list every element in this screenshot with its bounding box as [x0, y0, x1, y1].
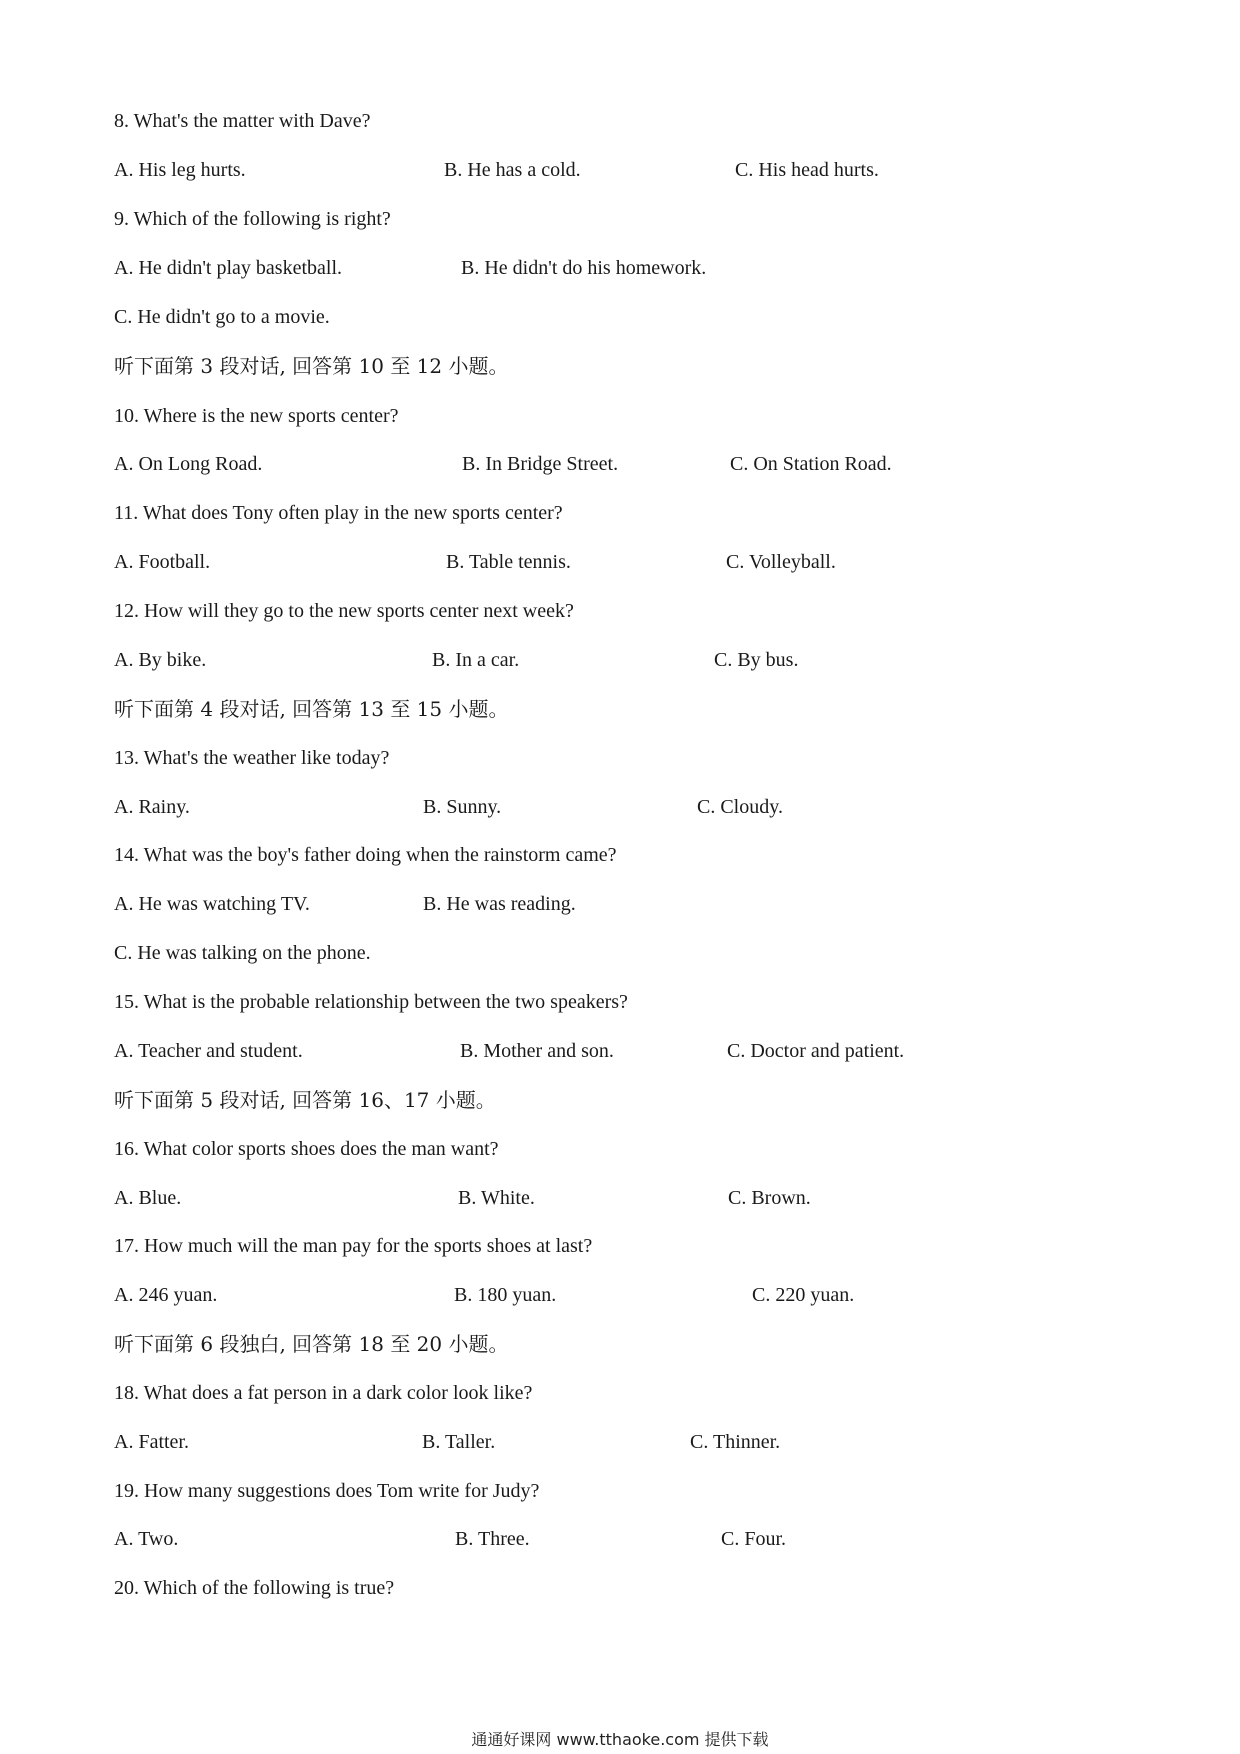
option-10c: C. On Station Road. [730, 453, 892, 475]
option-18a: A. Fatter. [114, 1431, 189, 1453]
question-15: 15. What is the probable relationship between the two speakers? [114, 991, 628, 1013]
question-8-options [114, 155, 1124, 185]
question-18-options [114, 1427, 1124, 1457]
footer-watermark: 通通好课网 www.tthaoke.com 提供下载 [471, 1730, 769, 1749]
option-17a: A. 246 yuan. [114, 1284, 218, 1306]
question-12-options [114, 645, 1124, 675]
option-15c: C. Doctor and patient. [727, 1040, 905, 1062]
option-13c: C. Cloudy. [697, 796, 783, 818]
option-15a: A. Teacher and student. [114, 1040, 303, 1062]
option-16b: B. White. [458, 1187, 535, 1209]
option-14c: C. He was talking on the phone. [114, 942, 371, 964]
section-6-instruction: 听下面第 6 段独白, 回答第 18 至 20 小题。 [114, 1332, 509, 1356]
option-14b: B. He was reading. [423, 893, 576, 915]
question-20: 20. Which of the following is true? [114, 1577, 395, 1599]
question-12: 12. How will they go to the new sports center next week? [114, 600, 574, 622]
option-16a: A. Blue. [114, 1187, 182, 1209]
question-19: 19. How many suggestions does Tom write for Judy? [114, 1480, 540, 1502]
question-8: 8. What's the matter with Dave? [114, 110, 371, 132]
question-17: 17. How much will the man pay for the sports shoes at last? [114, 1235, 593, 1257]
option-13b: B. Sunny. [423, 796, 502, 818]
question-19-options [114, 1524, 1124, 1554]
section-4-instruction: 听下面第 4 段对话, 回答第 13 至 15 小题。 [114, 697, 509, 721]
option-12a: A. By bike. [114, 649, 207, 671]
question-17-options [114, 1280, 1124, 1310]
option-17c: C. 220 yuan. [752, 1284, 855, 1306]
question-13: 13. What's the weather like today? [114, 747, 390, 769]
question-15-options [114, 1036, 1124, 1066]
option-17b: B. 180 yuan. [454, 1284, 557, 1306]
question-11-options [114, 547, 1124, 577]
option-8c: C. His head hurts. [735, 159, 879, 181]
option-10a: A. On Long Road. [114, 453, 263, 475]
option-10b: B. In Bridge Street. [462, 453, 619, 475]
option-15b: B. Mother and son. [460, 1040, 614, 1062]
question-11: 11. What does Tony often play in the new sports center? [114, 502, 563, 524]
option-19b: B. Three. [455, 1528, 530, 1550]
option-19c: C. Four. [721, 1528, 787, 1550]
option-9b: B. He didn't do his homework. [461, 257, 707, 279]
question-9-options [114, 253, 1124, 283]
option-9a: A. He didn't play basketball. [114, 257, 342, 279]
question-13-options [114, 792, 1124, 822]
option-12c: C. By bus. [714, 649, 799, 671]
section-3-instruction: 听下面第 3 段对话, 回答第 10 至 12 小题。 [114, 354, 509, 378]
option-11c: C. Volleyball. [726, 551, 836, 573]
option-8b: B. He has a cold. [444, 159, 581, 181]
question-10: 10. Where is the new sports center? [114, 405, 399, 427]
option-11b: B. Table tennis. [446, 551, 571, 573]
option-8a: A. His leg hurts. [114, 159, 246, 181]
question-14: 14. What was the boy's father doing when the rainstorm came? [114, 844, 617, 866]
question-9: 9. Which of the following is right? [114, 208, 391, 230]
option-9c: C. He didn't go to a movie. [114, 306, 330, 328]
section-5-instruction: 听下面第 5 段对话, 回答第 16、17 小题。 [114, 1088, 496, 1112]
question-18: 18. What does a fat person in a dark color look like? [114, 1382, 533, 1404]
option-19a: A. Two. [114, 1528, 179, 1550]
question-16-options [114, 1183, 1124, 1213]
option-14a: A. He was watching TV. [114, 893, 310, 915]
option-11a: A. Football. [114, 551, 211, 573]
option-13a: A. Rainy. [114, 796, 190, 818]
option-12b: B. In a car. [432, 649, 520, 671]
option-16c: C. Brown. [728, 1187, 811, 1209]
option-18c: C. Thinner. [690, 1431, 781, 1453]
option-18b: B. Taller. [422, 1431, 496, 1453]
question-16: 16. What color sports shoes does the man want? [114, 1138, 499, 1160]
question-14-options [114, 889, 1124, 919]
question-10-options [114, 449, 1124, 479]
